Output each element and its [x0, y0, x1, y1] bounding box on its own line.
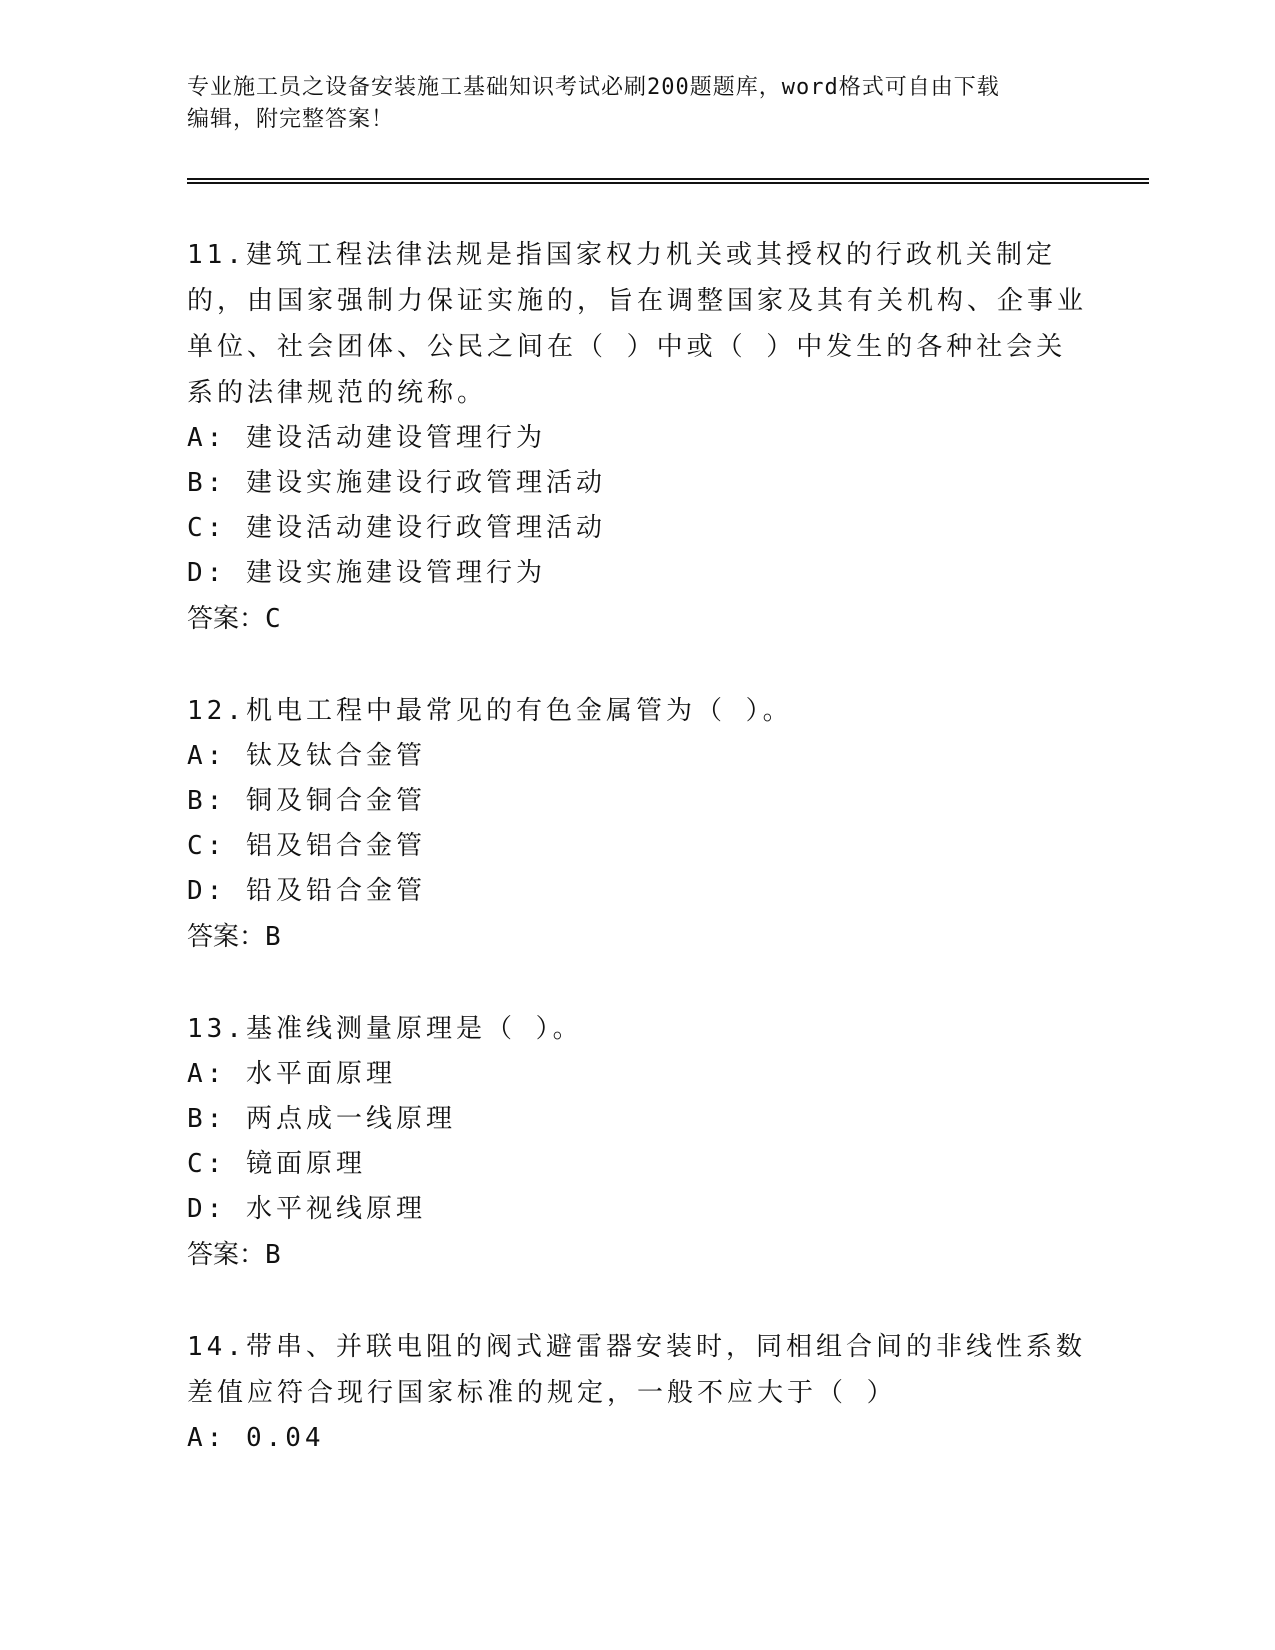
answer-line	[187, 596, 1087, 642]
option-a: A: 0.04	[187, 1423, 325, 1453]
option-b: B: 两点成一线原理	[187, 1104, 456, 1134]
answer-label: 答案：	[187, 922, 266, 952]
option-d: D: 水平视线原理	[187, 1194, 426, 1224]
option-c: C: 镜面原理	[187, 1149, 366, 1179]
question-13	[187, 1006, 1087, 1278]
option-c: C: 建设活动建设行政管理活动	[187, 513, 606, 543]
option-c: C: 铝及铝合金管	[187, 831, 426, 861]
question-11	[187, 232, 1087, 642]
question-list	[187, 232, 1087, 1507]
question-text: 12.机电工程中最常见的有色金属管为（ ）。	[187, 696, 793, 726]
answer-value: C	[265, 604, 281, 634]
answer-line	[187, 914, 1087, 960]
header-title-line-1: 专业施工员之设备安装施工基础知识考试必刷200题题库，word格式可自由下载	[187, 75, 1000, 100]
option-a: A: 建设活动建设管理行为	[187, 423, 546, 453]
answer-line	[187, 1232, 1087, 1278]
answer-label: 答案：	[187, 1240, 266, 1270]
option-b: B: 建设实施建设行政管理活动	[187, 468, 606, 498]
header-divider-bottom	[187, 182, 1149, 184]
answer-value: B	[265, 922, 281, 952]
option-a: A: 水平面原理	[187, 1059, 396, 1089]
answer-label: 答案：	[187, 604, 266, 634]
option-a: A: 钛及钛合金管	[187, 741, 426, 771]
header-title-line-2: 编辑，附完整答案！	[187, 107, 395, 132]
document-header	[187, 72, 1087, 136]
option-d: D: 铅及铅合金管	[187, 876, 426, 906]
option-b: B: 铜及铜合金管	[187, 786, 426, 816]
header-divider-top	[187, 178, 1149, 180]
question-text: 14.带串、并联电阻的阀式避雷器安装时，同相组合间的非线性系数差值应符合现行国家标准的规定，一般不应大于（ ）	[187, 1332, 1086, 1408]
question-text: 11.建筑工程法律法规是指国家权力机关或其授权的行政机关制定的，由国家强制力保证实施的，旨在调整国家及其有关机构、企事业单位、社会团体、公民之间在（ ）中或（ ）中发生的各种社会关系的法律规范的统称。	[187, 240, 1088, 408]
option-d: D: 建设实施建设管理行为	[187, 558, 546, 588]
question-text: 13.基准线测量原理是（ ）。	[187, 1014, 583, 1044]
question-14	[187, 1324, 1087, 1461]
question-12	[187, 688, 1087, 960]
answer-value: B	[265, 1240, 281, 1270]
